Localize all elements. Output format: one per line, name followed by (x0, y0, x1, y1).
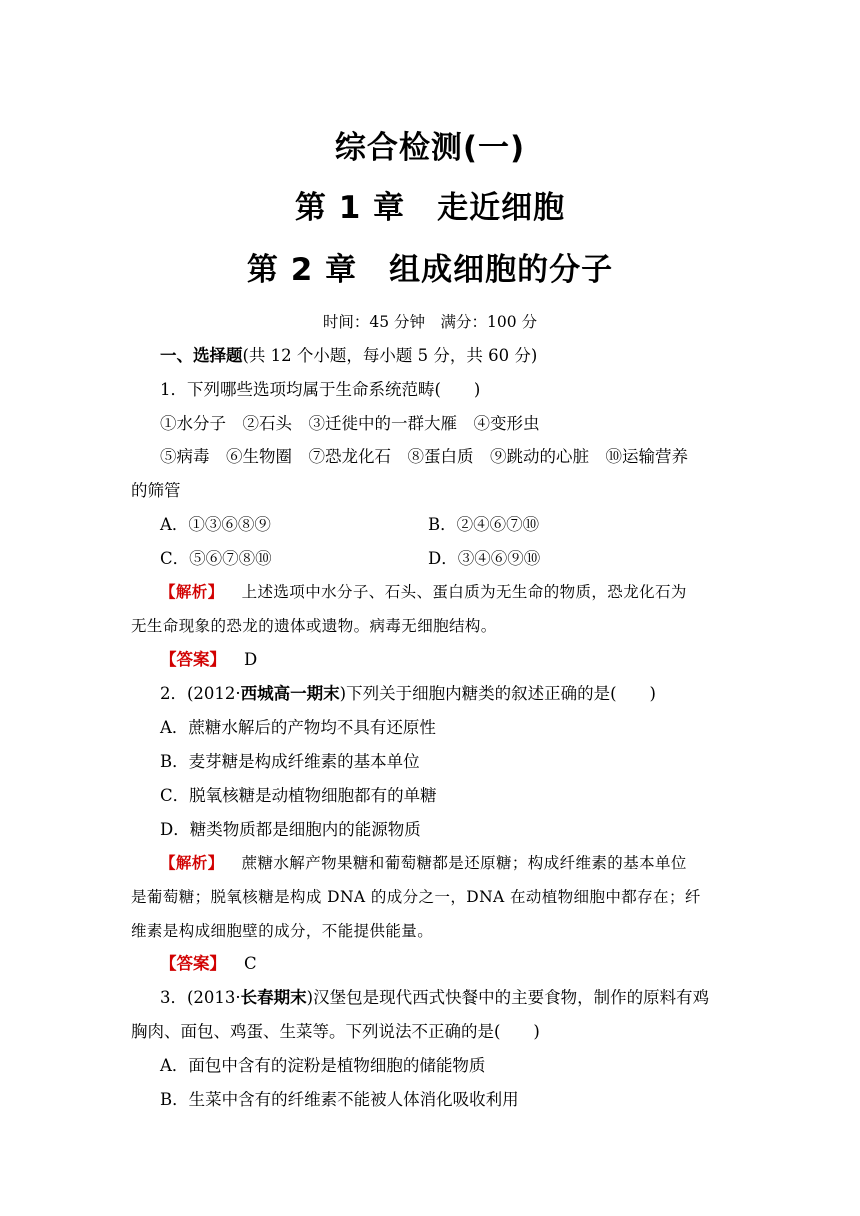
q1-answer-value: D (244, 650, 258, 669)
q2-analysis-line1 (160, 851, 687, 875)
q2-answer-label: 【答案】 (160, 954, 226, 973)
page-title: 综合检测(一) (334, 130, 526, 166)
q2-option-d: D．糖类物质都是细胞内的能源物质 (160, 820, 421, 839)
q1-option-d: D．③④⑥⑨⑩ (428, 549, 541, 568)
q2-option-a: A．蔗糖水解后的产物均不具有还原性 (160, 718, 436, 737)
section-heading (160, 344, 537, 368)
chapter-1-title: 第 1 章 走近细胞 (294, 190, 566, 226)
q2-number: 2．(2012· (160, 684, 241, 703)
q2-stem (160, 682, 656, 706)
q1-items-line1: ①水分子 ②石头 ③迁徙中的一群大雁 ④变形虫 (160, 414, 540, 433)
q2-answer (160, 952, 257, 976)
q1-stem: 1．下列哪些选项均属于生命系统范畴( ) (160, 380, 481, 399)
exam-meta: 时间：45 分钟 满分：100 分 (322, 313, 538, 331)
q2-option-b: B．麦芽糖是构成纤维素的基本单位 (160, 752, 420, 771)
q1-option-b: B．②④⑥⑦⑩ (428, 515, 540, 534)
q2-source: 西城高一期末 (240, 684, 340, 703)
q1-analysis-text1: 上述选项中水分子、石头、蛋白质为无生命的物质，恐龙化石为 (241, 583, 687, 601)
q1-option-a: A．①③⑥⑧⑨ (160, 515, 271, 534)
q3-number: 3．(2013· (160, 988, 241, 1007)
q3-stem-text1: )汉堡包是现代西式快餐中的主要食物，制作的原料有鸡 (306, 988, 710, 1007)
q2-stem-text: )下列关于细胞内糖类的叙述正确的是( ) (339, 684, 656, 703)
q2-option-c: C．脱氧核糖是动植物细胞都有的单糖 (160, 786, 437, 805)
q3-stem-line2: 胸肉、面包、鸡蛋、生菜等。下列说法不正确的是( ) (131, 1022, 540, 1041)
q1-options-row1 (160, 513, 760, 537)
q2-analysis-line2: 是葡萄糖；脱氧核糖是构成 DNA 的成分之一，DNA 在动植物细胞中都存在；纤 (131, 888, 701, 906)
q3-stem-line1 (160, 986, 709, 1010)
q1-items-line3: 的筛管 (131, 481, 181, 500)
q1-analysis-line2: 无生命现象的恐龙的遗体或遗物。病毒无细胞结构。 (131, 617, 497, 635)
q1-answer-label: 【答案】 (160, 650, 226, 669)
q2-analysis-line3: 维素是构成细胞壁的成分，不能提供能量。 (131, 922, 434, 940)
q1-analysis-line1 (160, 580, 687, 604)
q1-options-row2 (160, 547, 760, 571)
q3-source: 长春期末 (240, 988, 307, 1007)
q3-option-a: A．面包中含有的淀粉是植物细胞的储能物质 (160, 1056, 486, 1075)
q1-items-line2: ⑤病毒 ⑥生物圈 ⑦恐龙化石 ⑧蛋白质 ⑨跳动的心脏 ⑩运输营养 (160, 447, 688, 466)
q2-analysis-label: 【解析】 (160, 853, 224, 872)
section-heading-label: 一、选择题 (160, 346, 243, 365)
q2-analysis-text1: 蔗糖水解产物果糖和葡萄糖都是还原糖；构成纤维素的基本单位 (241, 854, 687, 872)
q3-option-b: B．生菜中含有的纤维素不能被人体消化吸收利用 (160, 1090, 519, 1109)
q2-answer-value: C (244, 954, 257, 973)
q1-option-c: C．⑤⑥⑦⑧⑩ (160, 549, 272, 568)
section-heading-note: (共 12 个小题，每小题 5 分，共 60 分) (242, 346, 538, 365)
q1-answer (160, 648, 257, 672)
chapter-2-title: 第 2 章 组成细胞的分子 (246, 252, 614, 288)
q1-analysis-label: 【解析】 (160, 582, 224, 601)
